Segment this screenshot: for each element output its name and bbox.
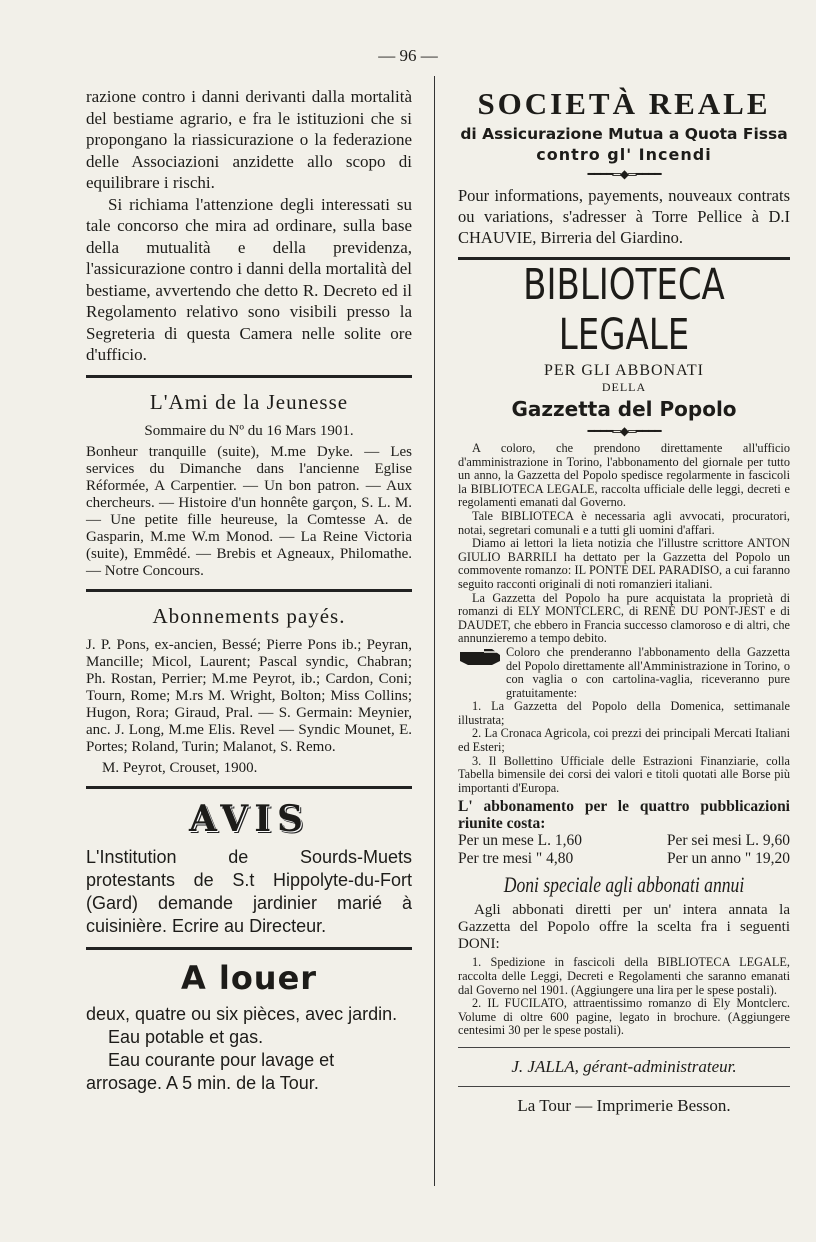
biblioteca-paragraph: A coloro, che prendono direttamente all'ufficio d'amministrazione in Torino, l'abbonamento del giornale per tutto un anno, la Gazzetta del Popolo spedisce regolarmente in fascicoli la BIBLIOTECA LEGALE, raccolta ufficiale delle leggi, decreti e regolamenti emanati dal Governo. (458, 441, 790, 510)
section-rule (86, 375, 412, 378)
imprimerie-line: La Tour — Imprimerie Besson. (517, 1096, 731, 1115)
column-divider (434, 76, 435, 1186)
societa-body: Pour informations, payements, nouveaux contrats ou variations, s'adresser à Torre Pellice à D.I CHAUVIE, Birreria del Giardino. (458, 186, 790, 247)
ornament-divider: ━━━━═◆═━━━━ (587, 167, 661, 181)
section-rule (458, 1086, 790, 1087)
article-paragraph: Si richiama l'attenzione degli interessati su tale concorso che mira ad ordinare, sulla base della mutualità e della previdenza, l'assicurazione contro i danni della mortalità del bestiame, avvertendo che detto R. Decreto ed il Regolamento relativo sono visibili presso la Segreteria di questa Camera nelle solite ore d'ufficio. (86, 194, 412, 364)
societa-subtitle-2: contro gl' Incendi (536, 145, 712, 164)
price-row (458, 850, 790, 868)
right-column (458, 80, 790, 1116)
page-number: — 96 — (378, 46, 438, 65)
ami-sommaire: Sommaire du Nº du 16 Mars 1901. (144, 422, 354, 439)
louer-line: Eau potable et gas. (108, 1026, 264, 1047)
ami-title: L'Ami de la Jeunesse (149, 389, 349, 414)
abonnements-title: Abonnements payés. (152, 603, 346, 628)
gerant-line: J. JALLA, gérant-administrateur. (511, 1057, 737, 1076)
section-rule (86, 786, 412, 789)
price-item: Per un mese L. 1,60 (458, 832, 582, 850)
avis-title: AVIS (188, 797, 310, 840)
price-item: Per un anno " 19,20 (667, 850, 790, 868)
biblioteca-title: BIBLIOTECA LEGALE (523, 260, 725, 360)
louer-line: deux, quatre ou six pièces, avec jardin. (86, 1003, 398, 1024)
biblioteca-paragraph: Tale BIBLIOTECA è necessaria agli avvocati, procuratori, notai, segretari comunali e a tutti gli uomini d'affari. (458, 508, 790, 537)
section-rule (86, 589, 412, 592)
doni-item: 2. IL FUCILATO, attraentissimo romanzo di Ely Montclerc. Volume di oltre 600 pagine, legato in brochure. (Aggiungere centesimi 30 per le spese postali). (458, 996, 790, 1038)
biblioteca-list-item: 3. Il Bollettino Ufficiale delle Estrazioni Finanziarie, colla Tabella bimensile dei corsi dei valori e titoli quotati alle Borse più importanti d'Europa. (458, 753, 790, 795)
biblioteca-paragraph: Diamo ai lettori la lieta notizia che l'illustre scrittore ANTON GIULIO BARRILI ha dettato per la Gazzetta del Popolo un commovente romanzo: IL PONTE DEL PARADISO, a cui faranno seguito racconti originali di noti romanzieri italiani. (458, 536, 790, 591)
louer-line: Eau courante pour lavage et arrosage. A 5 min. de la Tour. (86, 1049, 335, 1093)
biblioteca-della: DELLA (601, 380, 647, 394)
abonnements-last: M. Peyrot, Crouset, 1900. (102, 759, 258, 776)
left-column (86, 86, 412, 1095)
doni-title: Doni speciale agli abbonati annui (503, 872, 745, 898)
societa-title: SOCIETÀ REALE (477, 86, 771, 121)
societa-subtitle: di Assicurazione Mutua a Quota Fissa (460, 125, 788, 143)
biblioteca-per: PER GLI ABBONATI (543, 362, 704, 379)
article-paragraph: razione contro i danni derivanti dalla mortalità del bestiame agrario, e fra le istituzioni che si propongano la riassicurazione o la federazione delle Associazioni anzidette allo scopo di equilibrare i rischi. (86, 87, 412, 192)
biblioteca-list-item: 1. La Gazzetta del Popolo della Domenica, settimanale illustrata; (458, 699, 790, 727)
price-item: Per sei mesi L. 9,60 (666, 832, 790, 850)
avis-body: L'Institution de Sourds-Muets protestants de S.t Hippolyte-du-Fort (Gard) demande jardinier marié à cuisinière. Ecrire au Directeur. (86, 846, 412, 936)
louer-title: A louer (180, 958, 318, 997)
pointing-hand-icon (458, 646, 502, 672)
doni-item: 1. Spedizione in fascicoli della BIBLIOTECA LEGALE, raccolta delle Leggi, Decreti e Regolamenti che saranno emanati dal Governo nel 1901. (Aggiungere una lira per le spese postali). (458, 955, 790, 997)
price-item: Per tre mesi " 4,80 (458, 850, 574, 868)
ami-contents: Bonheur tranquille (suite), M.me Dyke. — Les services du Dimanche dans l'ancienne Eglise Réformée, A Carpentier. — Un bon patron. — Aux chercheurs. — Histoire d'un honnête garçon, S. L. M. — Une petite fille heureuse, la Comtesse A. de Gasparin, M.me W.m Monod. — La Reine Victoria (suite), Emmêdé. — Brebis et Agneaux, Philomathe. — Notre Concours. (86, 443, 412, 579)
biblioteca-paragraph: Coloro che prenderanno l'abbonamento della Gazzetta del Popolo direttamente all'Amministrazione in Torino, o con vaglia o con cartolina-vaglia, riceveranno pure gratuitamente: (506, 644, 790, 700)
ornament-divider: ━━━━═◆═━━━━ (587, 424, 661, 438)
abonnements-list: J. P. Pons, ex-ancien, Bessé; Pierre Pons ib.; Peyran, Mancille; Micol, Laurent; Pascal syndic, Chabran; Ph. Rostan, Perrier; M.me Peyrot, ib.; Cardon, Coni; Tourn, Rome; M.rs M. Wright, Bolton; Miss Collins; Hugon, Rora; Giraud, Pral. — S. Germain: Meynier, anc. J. Long, M.me Elis. Revel — Syndic Mounet, E. Portes; Roland, Turin; Malanot, S. Remo. (86, 636, 412, 755)
biblioteca-list-item: 2. La Cronaca Agricola, coi prezzi dei principali Mercati Italiani ed Esteri; (458, 726, 790, 755)
biblioteca-paragraph: La Gazzetta del Popolo ha pure acquistata la proprietà di romanzi di ELY MONTCLERC, di RENÉ DU PONT-JEST e di DAUDET, che ebbero in Francia successo clamoroso e di altri, che annunzieremo a tempo debito. (458, 590, 790, 646)
price-row (458, 832, 790, 850)
abbonamento-heading: L' abbonamento per le quattro pubblicazioni riunite costa: (458, 798, 790, 833)
doni-paragraph: Agli abbonati diretti per un' intera annata la Gazzetta del Popolo offre la scelta fra i seguenti DONI: (458, 902, 790, 953)
gazzetta-title: Gazzetta del Popolo (511, 397, 737, 421)
section-rule (86, 947, 412, 950)
section-rule (458, 1047, 790, 1048)
